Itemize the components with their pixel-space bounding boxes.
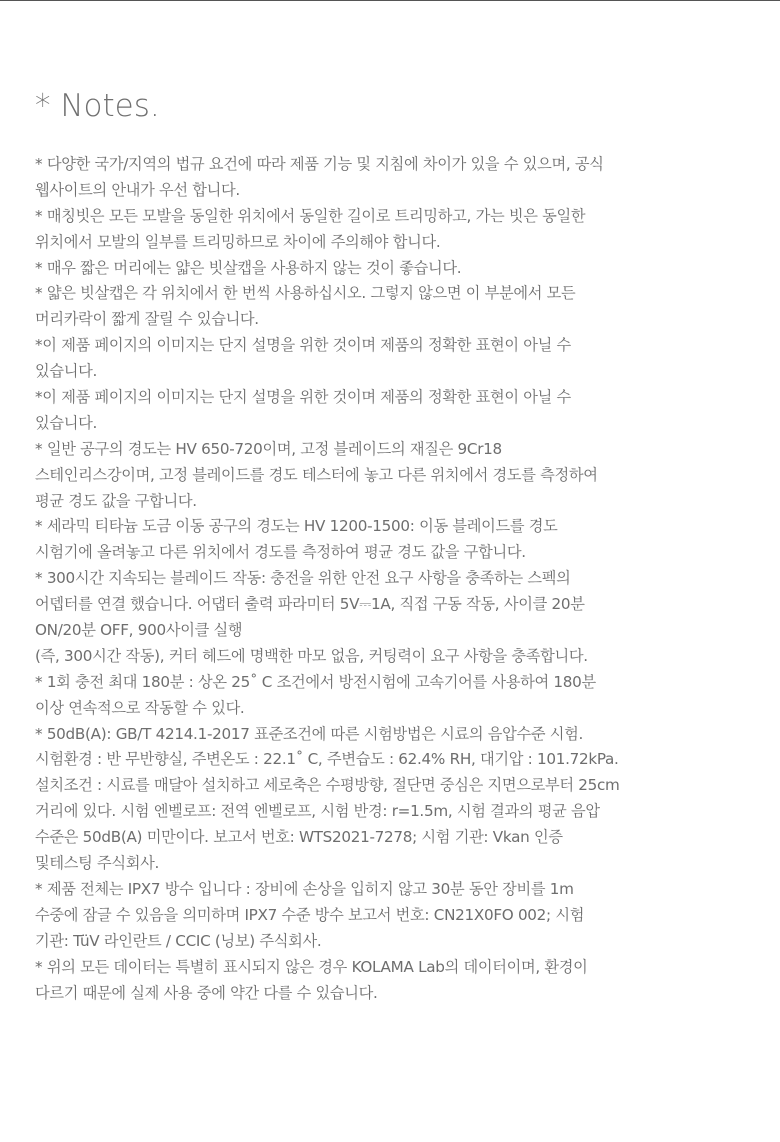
- note-line: 설치조건 : 시료를 매달아 설치하고 세로축은 수평방향, 절단면 중심은 지면으로부터 25cm: [35, 776, 620, 795]
- note-line: 시험환경 : 반 무반향실, 주변온도 : 22.1˚ C, 주변습도 : 62.4% RH, 대기압 : 101.72kPa.: [35, 750, 619, 769]
- note-line: * 매칭빗은 모든 모발을 동일한 위치에서 동일한 길이로 트리밍하고, 가는 빗은 동일한: [35, 206, 586, 225]
- note-line: 수준은 50dB(A) 미만이다. 보고서 번호: WTS2021-7278; 시험 기관: Vkan 인증: [35, 828, 563, 847]
- note-line: 및테스팅 주식회사.: [35, 854, 160, 873]
- note-line: 기관: TüV 라인란트 / CCIC (닝보) 주식회사.: [35, 931, 322, 950]
- note-line: 있습니다.: [35, 362, 98, 381]
- note-line: 스테인리스강이며, 고정 블레이드를 경도 테스터에 놓고 다른 위치에서 경도를 측정하여: [35, 465, 598, 484]
- note-line: *이 제품 페이지의 이미지는 단지 설명을 위한 것이며 제품의 정확한 표현이 아닐 수: [35, 388, 571, 407]
- note-line: * 300시간 지속되는 블레이드 작동: 충전을 위한 안전 요구 사항을 충족하는 스펙의: [35, 569, 571, 588]
- top-divider: [0, 0, 780, 1]
- note-line: * 다양한 국가/지역의 법규 요건에 따라 제품 기능 및 지침에 차이가 있을 수 있으며, 공식: [35, 155, 604, 173]
- note-line: 거리에 있다. 시험 엔벨로프: 전역 엔벨로프, 시험 반경: r=1.5m, 시험 결과의 평균 음압: [35, 802, 600, 821]
- note-line: 어뎁터를 연결 했습니다. 어댑터 출력 파라미터 5V⎓1A, 직접 구동 작동, 사이클 20분: [35, 595, 585, 614]
- note-line: 평균 경도 값을 구합니다.: [35, 491, 197, 510]
- note-line: 위치에서 모발의 일부를 트리밍하므로 차이에 주의해야 합니다.: [35, 232, 441, 251]
- note-line: 다르기 때문에 실제 사용 중에 약간 다를 수 있습니다.: [35, 983, 378, 1002]
- note-line: * 제품 전체는 IPX7 방수 입니다 : 장비에 손상을 입히지 않고 30분 동안 장비를 1m: [35, 879, 574, 898]
- note-line: 머리카락이 짧게 잘릴 수 있습니다.: [35, 310, 259, 329]
- note-line: (즉, 300시간 작동), 커터 헤드에 명백한 마모 없음, 커팅력이 요구 사항을 충족합니다.: [35, 646, 588, 665]
- note-line: * 세라믹 티타늄 도금 이동 공구의 경도는 HV 1200-1500: 이동 블레이드를 경도: [35, 517, 558, 536]
- note-line: * 일반 공구의 경도는 HV 650-720이며, 고정 블레이드의 재질은 9Cr18: [35, 439, 502, 458]
- note-line: * 50dB(A): GB/T 4214.1-2017 표준조건에 따른 시험방법은 시료의 음압수준 시험.: [35, 724, 584, 743]
- note-line: 웹사이트의 안내가 우선 합니다.: [35, 180, 240, 199]
- notes-body: [35, 152, 775, 1006]
- note-line: 있습니다.: [35, 413, 98, 432]
- note-line: ON/20분 OFF, 900사이클 실행: [35, 621, 243, 640]
- note-line: 이상 연속적으로 작동할 수 있다.: [35, 698, 245, 717]
- note-line: *이 제품 페이지의 이미지는 단지 설명을 위한 것이며 제품의 정확한 표현이 아닐 수: [35, 336, 571, 355]
- notes-title: * Notes.: [35, 88, 160, 124]
- note-line: * 매우 짧은 머리에는 얇은 빗살캡을 사용하지 않는 것이 좋습니다.: [35, 258, 462, 277]
- note-line: 수중에 잠글 수 있음을 의미하며 IPX7 수준 방수 보고서 번호: CN21X0FO 002; 시험: [35, 905, 585, 924]
- note-line: 시험기에 올려놓고 다른 위치에서 경도를 측정하여 평균 경도 값을 구합니다.: [35, 543, 526, 562]
- note-line: * 1회 충전 최대 180분 : 상온 25˚ C 조건에서 방전시험에 고속기어를 사용하여 180분: [35, 672, 596, 691]
- note-line: * 위의 모든 데이터는 특별히 표시되지 않은 경우 KOLAMA Lab의 데이터이며, 환경이: [35, 957, 588, 976]
- note-line: * 얇은 빗살캡은 각 위치에서 한 번씩 사용하십시오. 그렇지 않으면 이 부분에서 모든: [35, 284, 576, 303]
